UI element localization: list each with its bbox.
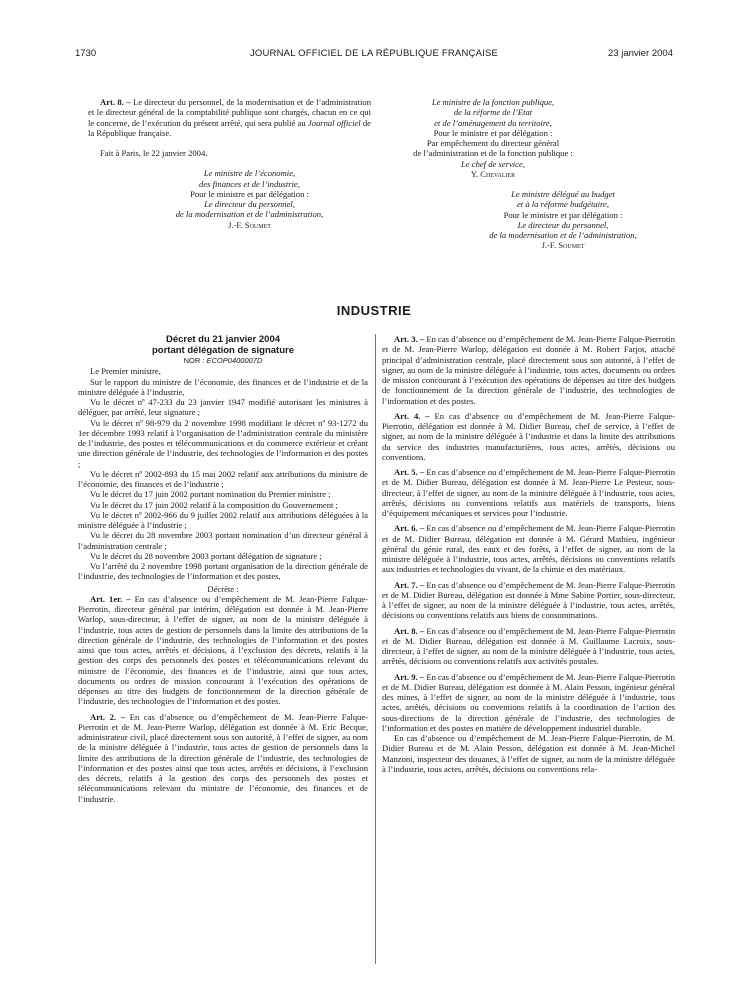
- article-text: En cas d’absence ou d’empêchement de M. Jean-Pierre Falque-Pierrotin, directeur général par intérim, délégation est donnée à M. Jean-Pierre Warlop, sous-directeur, à l’effet de signer, au nom de la ministre déléguée à l’industrie, tous actes de gestion de personnels dans la limite des attributions de la direction générale de l’industrie, des technologies de l’information et des postes ainsi que tous actes, arrêtés et décisions, à l’exclusion des décrets, relatifs à la gestion des corps des personnels des postes et télécommunications relevant du ministre de l’économie, des finances et de l’industrie, ainsi que tous actes, documents ou ordres de mission concourant à l’exécution des opérations de dépenses au titre des budgets de fonctionnement de la direction générale de l’industrie, des technologies de l’information et des postes.: [78, 593, 368, 707]
- article-label: Art. 2. –: [90, 711, 126, 722]
- article-text: En cas d’absence ou d’empêchement de M. Jean-Pierre Falque-Pierrotin et de M. Didier Bureau, délégation est donnée à Mme Sabine Portier, sous-directeur, à l’effet de signer, au nom de la ministre déléguée à l’industrie, tous actes, arrêtés, décisions ou conventions relatifs aux biens de consommations.: [382, 579, 675, 621]
- signature-line: de la modernisation et de l’administration,: [175, 209, 324, 220]
- section-title: INDUSTRIE: [336, 303, 412, 318]
- article-paragraph: [78, 712, 368, 804]
- article-text: En cas d’absence ou d’empêchement de M. Jean-Pierre Falque-Pierrotin, délégation est donnée à M. Didier Bureau, chef de service, à l’effet de signer, au nom de la ministre déléguée à l’industrie et dans la limite des attributions du service des industries manufacturières, tous actes, arrêtés, décisions ou conventions.: [382, 410, 675, 462]
- decree-title-line-1: Décret du 21 janvier 2004: [165, 334, 281, 345]
- signature-line: Pour le ministre et par délégation :: [433, 127, 553, 138]
- article-label: Art. 3. –: [394, 334, 425, 344]
- visas-list: [78, 366, 368, 581]
- article-label: Art. 9. –: [394, 671, 425, 682]
- article-paragraph: [382, 411, 675, 462]
- visa-paragraph: Vu le décret nº 47-233 du 23 janvier 1947 modifié autorisant les ministres à déléguer, par arrêté, leur signature ;: [78, 397, 368, 418]
- article-label: Art. 8. –: [394, 625, 425, 636]
- signatory-name: Y. Chevalier: [470, 168, 516, 179]
- article-text: En cas d’absence ou d’empêchement de M. Jean-Pierre Falque-Pierrotin et de M. Didier Bureau, délégation est donnée à M. Gérard Mathieu, ingénieur général du génie rural, des eaux et des forêts, à l’effet de signer, au nom de la ministre déléguée à l’industrie, tous actes, arrêtés, décisions ou conventions relatifs aux industries et technologies du vivant, de la chimie et des matériaux.: [382, 523, 675, 575]
- final-paragraph: En cas d’absence ou d’empêchement de M. Jean-Pierre Falque-Pierrotin, de M. Didier Bureau et de M. Alain Pesson, délégation est donnée à M. Jean-Michel Manzoni, inspecteur des douanes, à l’effet de signer, au nom de la ministre déléguée à l’industrie, tous actes, arrêtés, décisions ou conventions rela-: [382, 733, 675, 774]
- article-paragraph: [382, 580, 675, 621]
- article-paragraph: [382, 334, 675, 406]
- journal-title: JOURNAL OFFICIEL DE LA RÉPUBLIQUE FRANÇAISE: [249, 48, 499, 59]
- signature-line: des finances et de l’industrie,: [199, 178, 300, 189]
- visa-paragraph: Vu le décret nº 2002-893 du 15 mai 2002 relatif aux attributions du ministre de l’économie, des finances et de l’industrie ;: [78, 468, 368, 489]
- decree-title-line-2: portant délégation de signature: [152, 345, 294, 356]
- previous-decree-end: [88, 97, 371, 230]
- article-label: Art. 5. –: [394, 467, 425, 477]
- article-text: Le directeur du personnel, de la modernisation et de l’administration et le directeur général de la comptabilité publique sont chargés, chacun en ce qui le concerne, de l’exécution du présent arrêté, qui sera publié au: [88, 97, 371, 128]
- signatory-name: J.-F. Soumet: [541, 240, 585, 251]
- article-label: Art. 8. –: [100, 97, 131, 107]
- article-label: Art. 6. –: [394, 523, 425, 534]
- fait-a-paris: Fait à Paris, le 22 janvier 2004.: [100, 148, 208, 158]
- article-label: Art. 7. –: [394, 579, 425, 590]
- signature-economy: [88, 168, 371, 230]
- article-text: En cas d’absence ou d’empêchement de M. Jean-Pierre Falque-Pierrotin et de M. Jean-Pierre Warlop, délégation est donnée à M. Eric Becque, administrateur civil, placé directement sous son autorité, à l’effet de signer, au nom de la ministre déléguée à l’industrie, tous actes de gestion de personnels dans la limite des attributions de la direction générale de l’industrie, des technologies de l’information et des postes ainsi que tous actes, arrêtés et décisions, à l’exclusion des décrets, relatifs à la gestion des corps des personnels des postes et télécommunications relevant du ministre de l’économie, des finances et de l’industrie.: [78, 711, 368, 804]
- article-text: En cas d’absence ou d’empêchement de M. Jean-Pierre Falque-Pierrotin et de M. Didier Bureau, délégation est donnée à M. Guillaume Lacroix, sous-directeur, à l’effet de signer, au nom de la ministre déléguée à l’industrie, tous actes, arrêtés, décisions ou conventions relatifs aux activités postales.: [382, 625, 675, 667]
- previous-decree-signatures: [382, 97, 674, 251]
- issue-date: 23 janvier 2004: [608, 48, 673, 59]
- signature-line: Le directeur du personnel,: [517, 219, 609, 230]
- decree-left-column: [78, 334, 368, 804]
- signatory-name: J.-F. Soumet: [228, 219, 271, 230]
- article-text: En cas d’absence ou d’empêchement de M. Jean-Pierre Falque-Pierrotin et de M. Jean-Pierre Warlop, délégation est donnée à M. Robert Farjot, attaché principal d’administration centrale, placé directement sous son autorité, à l’effet de signer, au nom de la ministre déléguée à l’industrie, tous actes, documents ou ordres de mission concourant à l’exécution des opérations de dépenses au titre des budgets de fonctionnement de la direction générale de l’industrie, des technologies de l’information et des postes.: [382, 334, 675, 406]
- visa-paragraph: Vu le décret nº 2002-966 du 9 juillet 2002 relatif aux attributions déléguées à la ministre déléguée à l’industrie ;: [78, 509, 368, 530]
- signature-public-service: [382, 97, 674, 179]
- signature-line: et à la réforme budgétaire,: [516, 199, 610, 210]
- article-paragraph: [382, 626, 675, 667]
- decree-right-column: [382, 334, 675, 774]
- article-text: En cas d’absence ou d’empêchement de M. Jean-Pierre Falque-Pierrotin et de M. Didier Bureau, délégation est donnée à M. Alain Pesson, ingénieur général des mines, à l’effet de signer, au nom de la ministre déléguée à l’industrie, tous actes, arrêtés, décisions ou conventions relatifs à la coordination de l’action des sous-directions de la direction générale de l’industrie, des technologies de l’information et des postes en matière de développement industriel durable.: [382, 671, 675, 733]
- visa-paragraph: Vu le décret du 17 juin 2002 relatif à la composition du Gouvernement ;: [90, 499, 338, 510]
- article-text: En cas d’absence ou d’empêchement de M. Jean-Pierre Falque-Pierrotin et de M. Didier Bureau, délégation est donnée à M. Jean-Pierre Le Pesteur, sous-directeur, à l’effet de signer, au nom de la ministre déléguée à l’industrie, tous actes, arrêtés, décisions ou conventions relatifs aux matériels de transports, biens d’équipement mécaniques et services pour l’industrie.: [382, 467, 675, 518]
- visa-paragraph: Sur le rapport du ministre de l’économie, des finances et de l’industrie et de la ministre déléguée à l’industrie,: [78, 376, 368, 397]
- article-label: Art. 1er. –: [90, 593, 131, 604]
- decrete-label: Décrète :: [207, 583, 239, 594]
- nor-reference: [78, 356, 368, 366]
- page-number: 1730: [75, 48, 97, 59]
- signature-line: Le ministre de la fonction publique,: [431, 97, 555, 107]
- article-paragraph: [382, 467, 675, 518]
- nor-label: NOR :: [183, 356, 207, 365]
- visa-paragraph: Vu le décret du 28 novembre 2003 portant nomination d’un directeur général à l’administration centrale ;: [78, 530, 368, 551]
- visa-paragraph: Le Premier ministre,: [90, 366, 161, 377]
- signature-line: et de l’aménagement du territoire,: [434, 117, 552, 128]
- column-divider: [375, 334, 376, 964]
- signature-line: Le ministre de l’économie,: [203, 168, 296, 179]
- signature-line: de la réforme de l’Etat: [453, 107, 533, 118]
- visa-paragraph: Vu le décret du 17 juin 2002 portant nomination du Premier ministre ;: [90, 489, 331, 500]
- visa-paragraph: Vu le décret du 28 novembre 2003 portant délégation de signature ;: [90, 550, 322, 561]
- signature-line: Le chef de service,: [461, 158, 525, 169]
- signature-line: Le ministre délégué au budget: [511, 189, 615, 199]
- signature-line: de la modernisation et de l’administration,: [489, 230, 637, 240]
- journal-reference: Journal officiel: [307, 117, 361, 128]
- articles-list-right: [382, 334, 675, 733]
- signature-line: Par empêchement du directeur général: [426, 138, 560, 148]
- article-8-previous: [88, 97, 371, 138]
- signature-budget: [382, 189, 674, 251]
- article-label: Art. 4. –: [394, 410, 430, 421]
- article-paragraph: [382, 672, 675, 734]
- signature-line: Pour le ministre et par délégation :: [190, 188, 309, 199]
- visa-paragraph: Vu le décret nº 98-979 du 2 novembre 1998 modifiant le décret nº 93-1272 du 1er décembre 1993 relatif à l’organisation de l’administration centrale du ministère de l’industrie, des postes et télécommunications et du commerce extérieur et créant une direction générale de l’industrie, des technologies de l’information et des postes ;: [78, 417, 368, 469]
- nor-code: ECOP0400007D: [206, 356, 263, 365]
- article-paragraph: [78, 594, 368, 707]
- signature-line: Pour le ministre et par délégation :: [503, 209, 623, 220]
- article-paragraph: [382, 523, 675, 574]
- signature-line: de l’administration et de la fonction publique :: [413, 148, 573, 159]
- articles-list-left: [78, 594, 368, 804]
- signature-line: Le directeur du personnel,: [204, 199, 295, 209]
- visa-paragraph: Vu l’arrêté du 2 novembre 1998 portant organisation de la direction générale de l’industrie, des technologies de l’information et des postes,: [78, 561, 368, 582]
- article-text: de la République française.: [88, 117, 372, 138]
